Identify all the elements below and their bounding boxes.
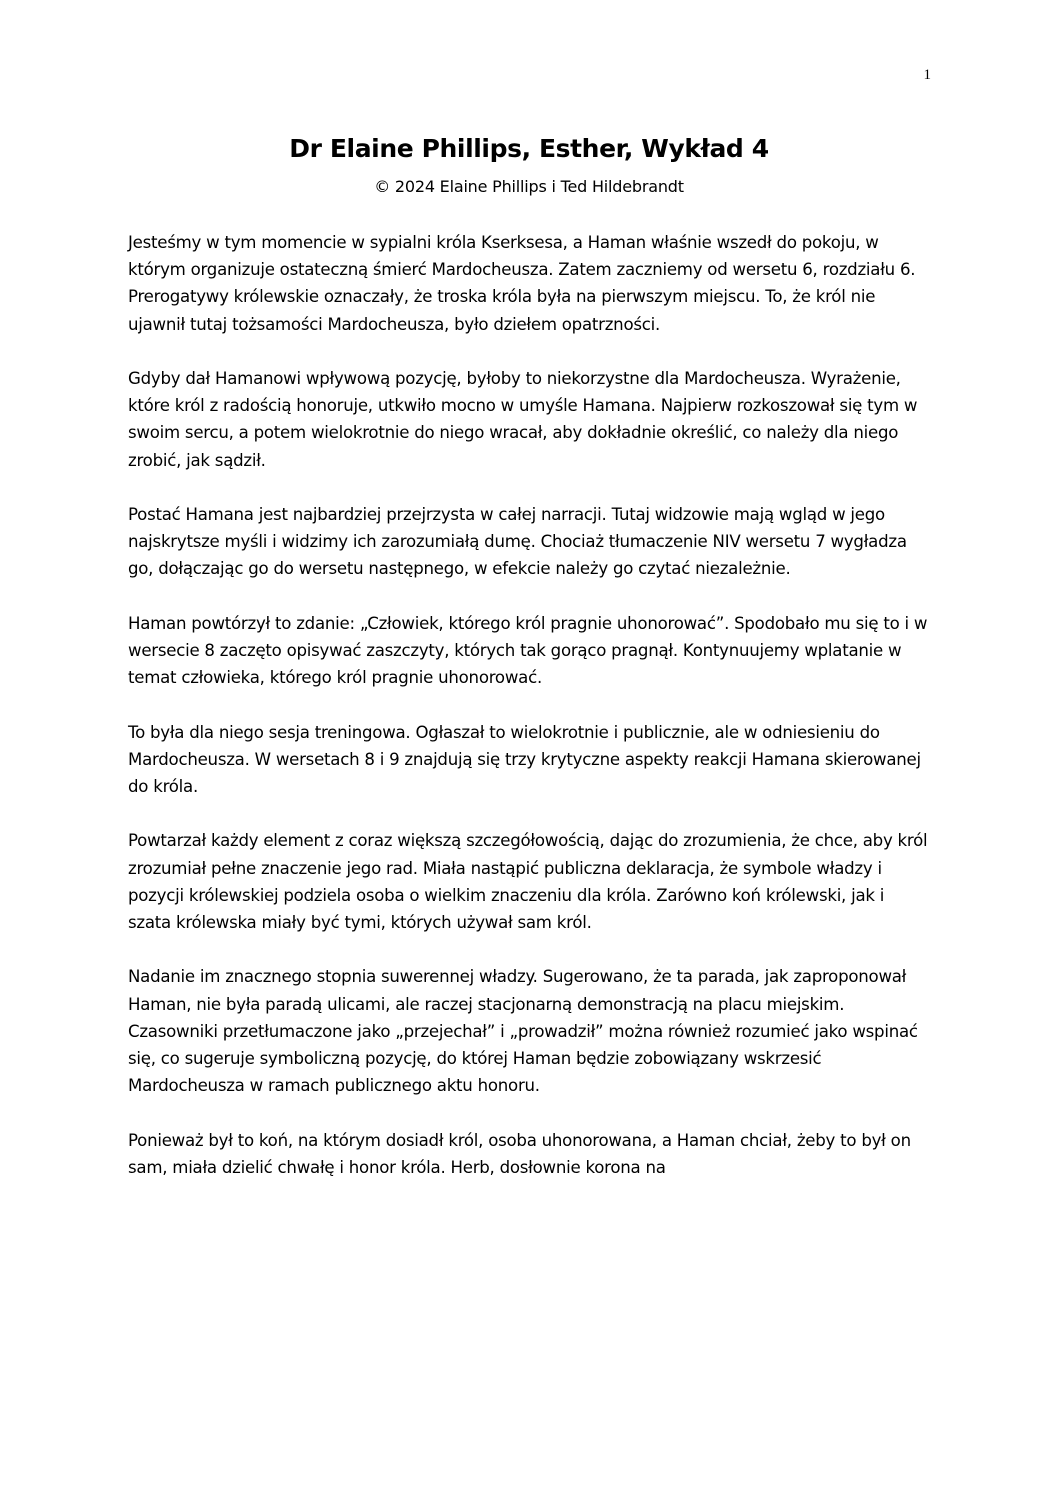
document-body bbox=[128, 229, 928, 1208]
paragraph-4: Haman powtórzył to zdanie: „Człowiek, którego król pragnie uhonorować”. Spodobało mu się to i w wersecie 8 zaczęto opisywać zaszczyty, których tak gorąco pragnął. Kontynuujemy wplatanie w temat człowieka, którego król pragnie uhonorować. bbox=[128, 613, 928, 688]
paragraph-5: To była dla niego sesja treningowa. Ogłaszał to wielokrotnie i publicznie, ale w odniesieniu do Mardocheusza. W wersetach 8 i 9 znajdują się trzy krytyczne aspekty reakcji Hamana skierowanej do króla. bbox=[128, 722, 921, 796]
page-number: 1 bbox=[923, 67, 931, 83]
paragraph-2: Gdyby dał Hamanowi wpływową pozycję, byłoby to niekorzystne dla Mardocheusza. Wyrażenie, które król z radością honoruje, utkwiło mocno w umyśle Hamana. Najpierw rozkoszował się tym w swoim sercu, a potem wielokrotnie do niego wracał, aby dokładnie określić, co należy dla niego zrobić, jak sądził. bbox=[128, 369, 918, 470]
paragraph-3: Postać Hamana jest najbardziej przejrzysta w całej narracji. Tutaj widzowie mają wgląd w jego najskrytsze myśli i widzimy ich zarozumiałą dumę. Chociaż tłumaczenie NIV wersetu 7 wygładza go, dołączając go do wersetu następnego, w efekcie należy go czytać niezależnie. bbox=[128, 505, 907, 579]
paragraph-1: Jesteśmy w tym momencie w sypialni króla Kserksesa, a Haman właśnie wszedł do pokoju, w którym organizuje ostateczną śmierć Mardocheusza. Zatem zaczniemy od wersetu 6, rozdziału 6. Prerogatywy królewskie oznaczały, że troska króla była na pierwszym miejscu. To, że król nie ujawnił tutaj tożsamości Mardocheusza, było dziełem opatrzności. bbox=[128, 233, 916, 334]
document-title: Dr Elaine Phillips, Esther, Wykład 4 bbox=[289, 134, 769, 163]
paragraph-8: Ponieważ był to koń, na którym dosiadł król, osoba uhonorowana, a Haman chciał, żeby to był on sam, miała dzielić chwałę i honor króla. Herb, dosłownie korona na bbox=[128, 1130, 911, 1177]
paragraph-6: Powtarzał każdy element z coraz większą szczegółowością, dając do zrozumienia, że chce, aby król zrozumiał pełne znaczenie jego rad. Miała nastąpić publiczna deklaracja, że symbole władzy i pozycji królewskiej podziela osoba o wielkim znaczeniu dla króla. Zarówno koń królewski, jak i szata królewska miały być tymi, których używał sam król. bbox=[128, 831, 928, 932]
paragraph-7: Nadanie im znacznego stopnia suwerennej władzy. Sugerowano, że ta parada, jak zaproponował Haman, nie była paradą ulicami, ale raczej stacjonarną demonstracją na placu miejskim. Czasowniki przetłumaczone jako „przejechał” i „prowadził” można również rozumieć jako wspinać się, co sugeruje symboliczną pozycję, do której Haman będzie zobowiązany wskrzesić Mardocheusza w ramach publicznego aktu honoru. bbox=[128, 967, 918, 1096]
document-copyright: © 2024 Elaine Phillips i Ted Hildebrandt bbox=[374, 177, 684, 196]
